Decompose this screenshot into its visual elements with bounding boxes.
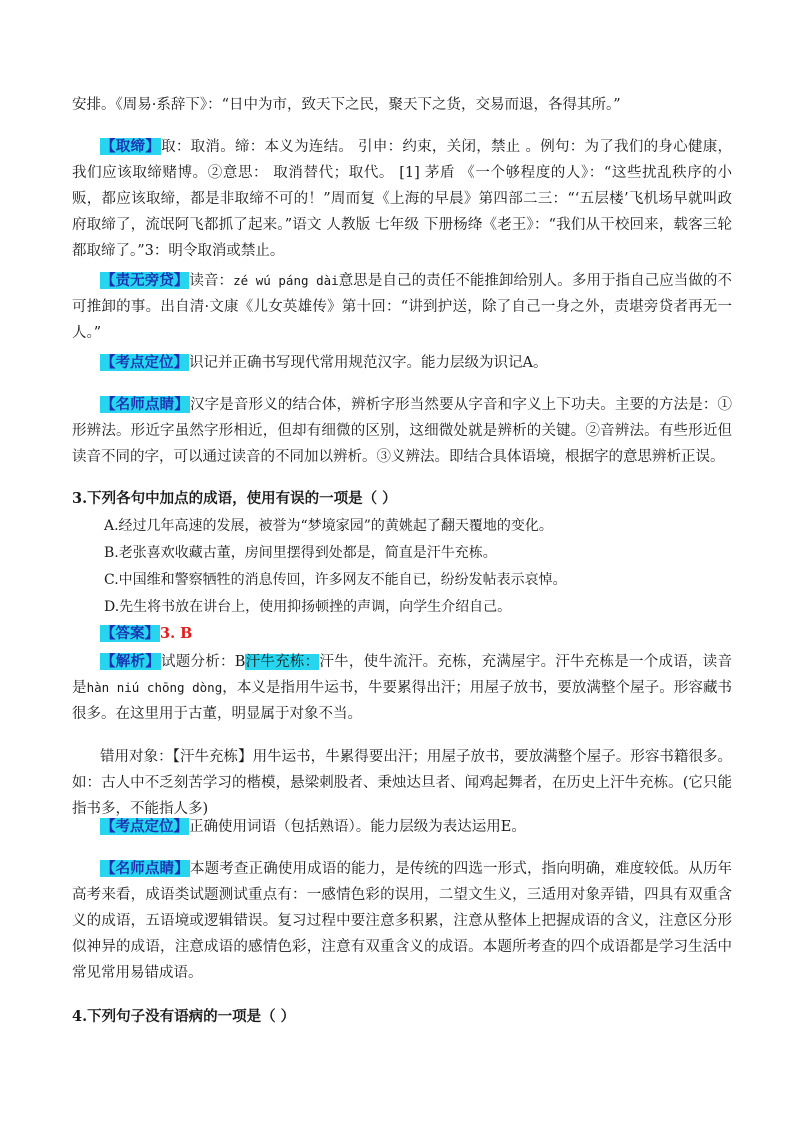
jiexi-text-a: 试题分析：B bbox=[161, 654, 246, 670]
intro-text: 安排。《周易·系辞下》：“日中为市，致天下之民，聚天下之货，交易而退，各得其所。” bbox=[72, 97, 621, 113]
quxiao-text: 取：取消。缔：本义为连结。 引申：约束，关闭，禁止 。例句：为了我们的身心健康，我们应该取缔赌博。②意思： 取消替代；取代。 [1] 茅盾 《一个够程度的人》：“这些扰乱秩序的小贩，都应该取缔，都是非取缔不可的！”周而复《上海的早晨》第四部二三：“‘五层楼’飞机场早就叫政府取缔了，流氓阿飞都抓了起来。”语文 人教版 七年级 下册杨绛《老王》：“我们从干校回来，载客三轮都取缔了。”3：明令取消或禁止。 bbox=[72, 139, 733, 259]
mingshi1-text: 汉字是音形义的结合体，辨析字形当然要从字音和字义上下功夫。主要的方法是：①形辨法。形近字虽然字形相近，但却有细微的区别，这细微处就是辨析的关键。②音辨法。有些形近但读音不同的字，可以通过读音的不同加以辨析。③义辨法。即结合具体语境，根据字的意思辨析正误。 bbox=[72, 397, 733, 465]
zewu-paragraph bbox=[72, 268, 732, 346]
jiexi-text-b: 汗牛，使牛流汗。充栋，充满屋宇。汗牛充栋是一个成语，读音是 bbox=[72, 654, 733, 696]
jiexi-paragraph bbox=[72, 649, 732, 727]
mingshi1-paragraph bbox=[72, 392, 732, 470]
question-4-title: 4.下列句子没有语病的一项是（ ） bbox=[72, 1008, 296, 1025]
answer-tag: 【答案】 bbox=[101, 625, 159, 642]
question-3-option-c: C.中国维和警察牺牲的消息传回，许多网友不能自已，纷纷发帖表示哀悼。 bbox=[104, 572, 567, 588]
kaodian1-paragraph bbox=[72, 350, 732, 376]
mingshi2-paragraph bbox=[72, 856, 732, 986]
answer-paragraph bbox=[72, 621, 732, 647]
question-3-title: 3.下列各句中加点的成语，使用有误的一项是（ ） bbox=[72, 490, 397, 507]
question-3-option-d: D.先生将书放在讲台上，使用抑扬顿挫的声调，向学生介绍自己。 bbox=[104, 599, 512, 615]
cuoyong-paragraph bbox=[72, 744, 732, 822]
kaodian2-text: 正确使用词语（包括熟语）。能力层级为表达运用E。 bbox=[189, 819, 526, 835]
quxiao-tag: 【取缔】 bbox=[101, 138, 161, 155]
jiexi-tag: 【解析】 bbox=[101, 653, 160, 670]
zewu-pinyin: zé wú páng dài bbox=[233, 273, 339, 288]
mingshi1-tag: 【名师点睛】 bbox=[101, 396, 189, 413]
kaodian1-text: 识记并正确书写现代常用规范汉字。能力层级为识记A。 bbox=[189, 355, 548, 371]
zewu-tag: 【责无旁贷】 bbox=[101, 272, 189, 289]
cuoyong-text: 错用对象：【汗牛充栋】用牛运书，牛累得要出汗；用屋子放书，要放满整个屋子。形容书籍很多。如：古人中不乏刻苦学习的楷模，悬梁刺股者、秉烛达旦者、闻鸡起舞者，在历史上汗牛充栋。(它只能指书多，不能指人多) bbox=[72, 749, 732, 817]
quxiao-paragraph bbox=[72, 134, 732, 264]
jiexi-pinyin: hàn niú chōng dòng bbox=[86, 680, 223, 695]
kaodian2-tag: 【考点定位】 bbox=[101, 818, 188, 835]
jiexi-highlight: 汗牛充栋： bbox=[245, 654, 320, 670]
mingshi2-tag: 【名师点睛】 bbox=[101, 860, 189, 877]
kaodian2-paragraph bbox=[72, 814, 732, 840]
zewu-text-a: 读音： bbox=[189, 273, 234, 289]
intro-paragraph bbox=[72, 92, 732, 118]
kaodian1-tag: 【考点定位】 bbox=[101, 354, 188, 371]
mingshi2-text: 本题考查正确使用成语的能力，是传统的四选一形式，指向明确，难度较低。从历年高考来看，成语类试题测试重点有：一感情色彩的误用，二望文生义，三适用对象弄错，四具有双重含义的成语，五语境或逻辑错误。复习过程中要注意多积累，注意从整体上把握成语的含义，注意区分形似神异的成语，注意成语的感情色彩，注意有双重含义的成语。本题所考查的四个成语都是学习生活中常见常用易错成语。 bbox=[72, 861, 733, 981]
question-3-option-b: B.老张喜欢收藏古董，房间里摆得到处都是，简直是汗牛充栋。 bbox=[104, 545, 497, 561]
answer-value: 3. B bbox=[160, 625, 193, 642]
zewu-text-b: 意思是自己的责任不能推卸给别人。多用于指自己应当做的不可推卸的事。出自清·文康《儿女英雄传》第十回：“讲到护送，除了自己一身之外，责堪旁贷者再无一人。” bbox=[72, 273, 732, 341]
jiexi-text-c: ，本义是指用牛运书，牛要累得出汗；用屋子放书，要放满整个屋子。形容藏书很多。在这里用于古董，明显属于对象不当。 bbox=[72, 680, 733, 722]
question-3-option-a: A.经过几年高速的发展，被誉为“梦境家园”的黄姚起了翻天覆地的变化。 bbox=[104, 518, 553, 534]
